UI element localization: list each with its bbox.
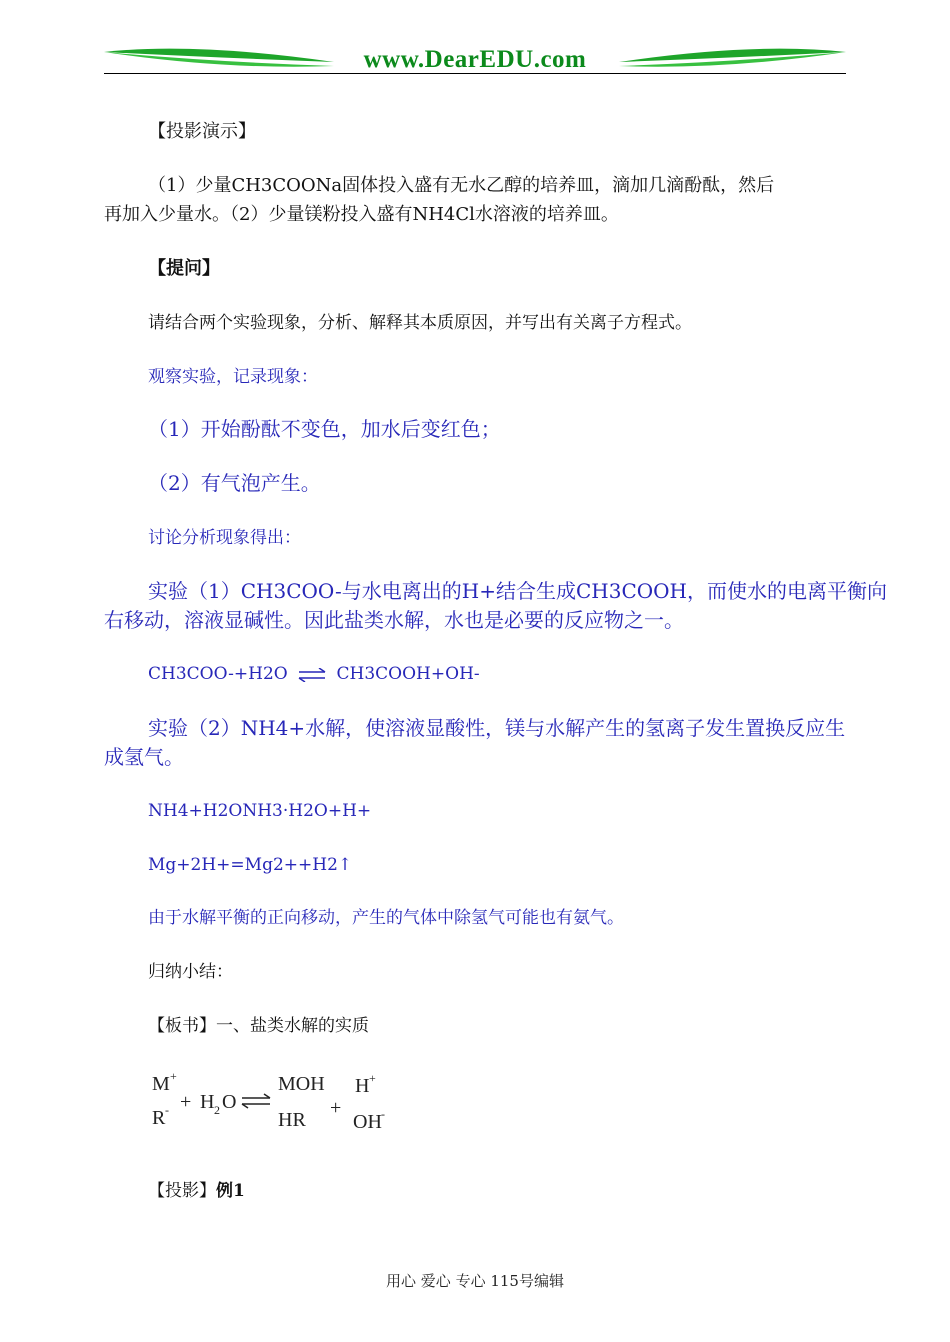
section-label-question: 【提问】 (148, 258, 220, 279)
svg-text:+ (369, 1071, 376, 1085)
eq-plus-2: + (330, 1097, 342, 1119)
paragraph-line: 实验（2）NH4+水解，使溶液显酸性，镁与水解产生的氢离子发生置换反应生 (148, 716, 846, 740)
svg-text:- (165, 1103, 169, 1117)
page-footer: 用心 爱心 专心 115号编辑 (386, 1272, 564, 1290)
paragraph-line: 成氢气。 (104, 745, 184, 769)
eq-oh: OH (353, 1111, 382, 1133)
eq-m-sup: + (170, 1069, 177, 1083)
svg-text:+ (180, 1091, 191, 1113)
svg-text:+ (330, 1097, 341, 1119)
eq-h: H (355, 1075, 370, 1097)
equilibrium-arrow-icon (242, 1094, 270, 1108)
eq-plus-1: + (180, 1091, 192, 1113)
section-label-projection-2: 【投影】 (148, 1181, 216, 1201)
eq-r: R (152, 1107, 166, 1129)
example-heading (148, 1176, 245, 1206)
svg-text:- (381, 1107, 385, 1121)
eq-h-sup: + (369, 1071, 376, 1085)
paragraph-line: 归纳小结： (148, 962, 233, 982)
observation-line: （1）开始酚酞不变色，加水后变红色； (148, 417, 501, 441)
svg-text:+ (170, 1069, 177, 1083)
equation-right: CH3COOH+OH- (336, 664, 480, 684)
paragraph-line: 右移动，溶液显碱性。因此盐类水解，水也是必要的反应物之一。 (104, 608, 684, 632)
site-name: www.DearEDU.com (363, 46, 587, 73)
header-banner (104, 40, 846, 80)
svg-text:OH (353, 1111, 382, 1133)
paragraph-line: （1）少量CH3COONa固体投入盛有无水乙醇的培养皿，滴加几滴酚酞，然后 (148, 175, 775, 196)
observation-line: （2）有气泡产生。 (148, 471, 321, 495)
equation-line (148, 659, 480, 689)
equation-line: NH4+H2ONH3·H2O+H+ (148, 801, 372, 821)
eq-oh-sup: - (381, 1107, 385, 1121)
board-heading (148, 1011, 369, 1041)
section-label-board: 【板书】 (148, 1016, 216, 1036)
equation-left: CH3COO-+H2O (148, 664, 288, 684)
eq-r-sup: - (165, 1103, 169, 1117)
svg-text:R (152, 1107, 166, 1129)
svg-text:H (200, 1091, 214, 1113)
svg-text:O (222, 1091, 236, 1113)
eq-h2o-o: O (222, 1091, 237, 1113)
paragraph-line: 讨论分析现象得出： (148, 528, 301, 548)
header-rule (104, 73, 846, 74)
eq-m: M (152, 1073, 170, 1095)
board-title: 一、盐类水解的实质 (216, 1016, 369, 1036)
svg-text:M (152, 1073, 170, 1095)
paragraph-line: 由于水解平衡的正向移动，产生的气体中除氢气可能也有氨气。 (148, 908, 624, 928)
section-label-projection: 【投影演示】 (148, 121, 256, 142)
svg-text:HR (278, 1109, 306, 1131)
paragraph-line: 观察实验，记录现象： (148, 367, 318, 387)
svg-text:2 (214, 1103, 220, 1117)
eq-h2o-h: H (200, 1091, 215, 1113)
eq-h2o-sub: 2 (214, 1103, 220, 1117)
hydrolysis-equation-figure (150, 1068, 410, 1138)
equation-line: Mg+2H+=Mg2++H2↑ (148, 855, 353, 875)
svg-text:H (355, 1075, 369, 1097)
equilibrium-arrow-icon (297, 668, 327, 682)
paragraph-line: 请结合两个实验现象，分析、解释其本质原因，并写出有关离子方程式。 (148, 313, 692, 333)
svg-text:MOH (278, 1073, 325, 1095)
paragraph-line: 再加入少量水。（2）少量镁粉投入盛有NH4Cl水溶液的培养皿。 (104, 204, 619, 225)
paragraph-line: 实验（1）CH3COO-与水电离出的H+结合生成CH3COOH，而使水的电离平衡向 (148, 579, 887, 603)
example-label: 例1 (216, 1181, 245, 1201)
eq-moh: MOH (278, 1073, 325, 1095)
eq-hr: HR (278, 1109, 306, 1131)
